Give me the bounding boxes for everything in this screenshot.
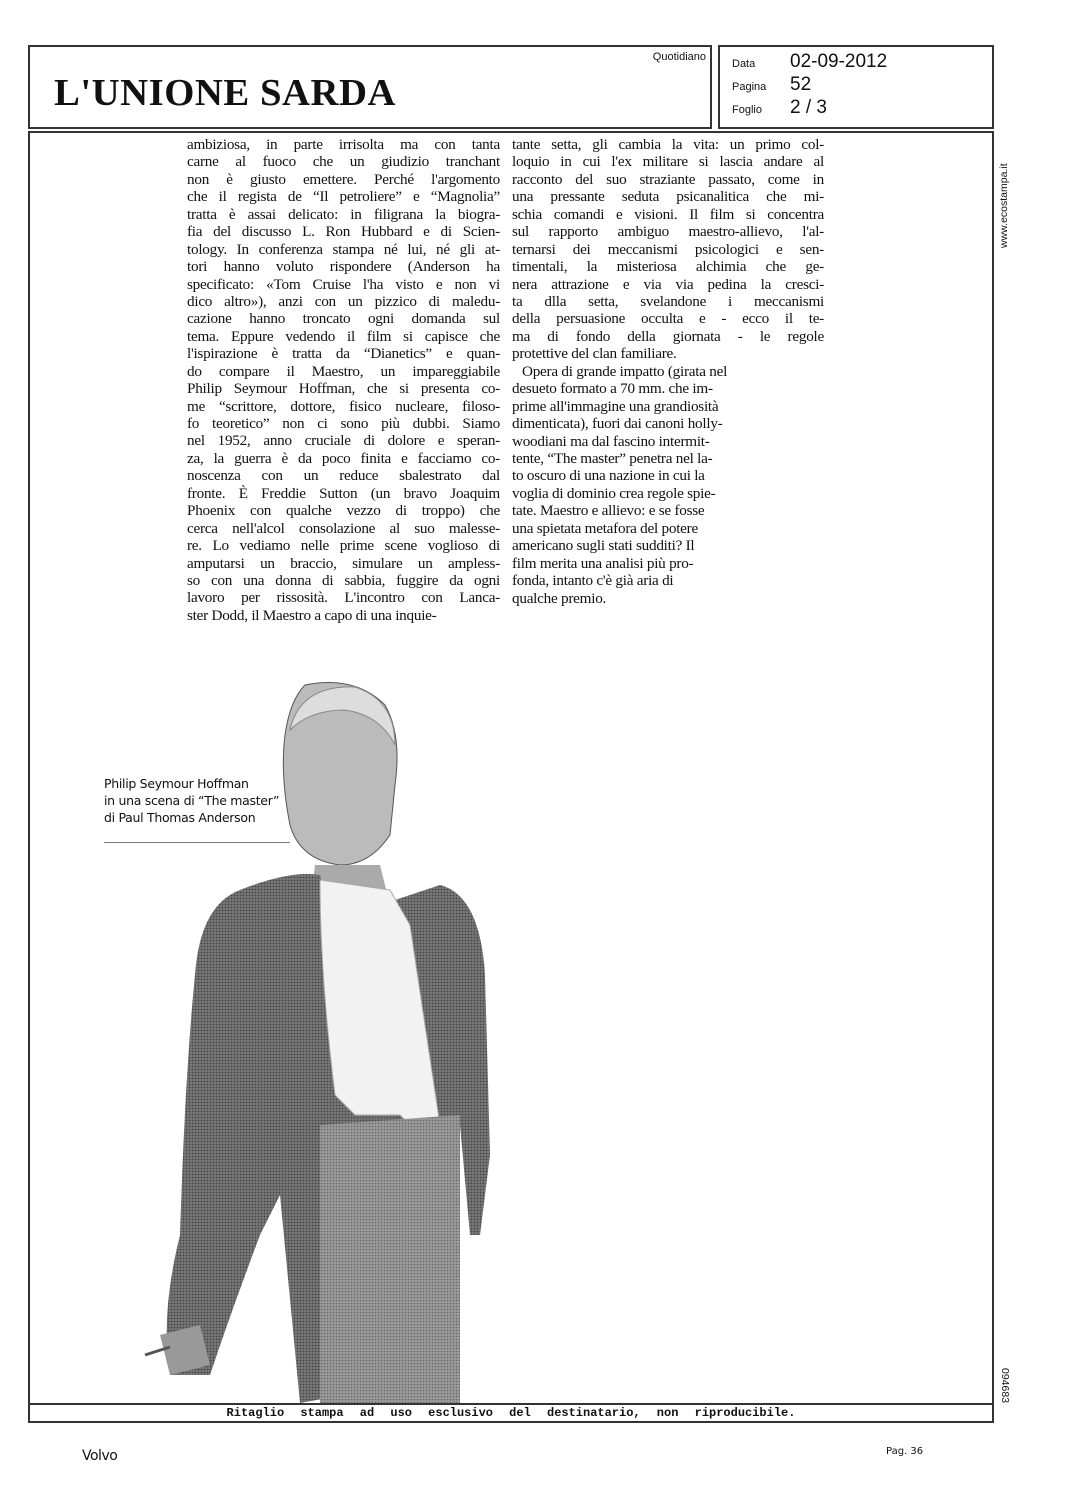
article-column-1 xyxy=(187,136,500,624)
article-column-2 xyxy=(512,136,824,607)
article-line: woodiani ma dal fascino intermit- xyxy=(512,432,710,450)
article-line: della persuasione occulta e - ecco il te- xyxy=(512,310,824,328)
article-line: Phoenix con qualche vezzo di troppo) che xyxy=(187,502,500,520)
article-line: carne al fuoco che un giudizio tranchant xyxy=(187,153,500,171)
newspaper-logo: L'UNIONE SARDA xyxy=(54,72,397,114)
article-line: non è giusto emettere. Perché l'argomento xyxy=(187,170,500,188)
article-line: za, la guerra è da poco finita e facciamo co- xyxy=(187,449,500,467)
article-line: loquio in cui l'ex militare si lascia andare al xyxy=(512,153,824,171)
article-line: che il regista de “Il petroliere” e “Magnolia” xyxy=(187,188,500,206)
article-line: film merita una analisi più pro- xyxy=(512,554,694,572)
article-line: sul rapporto ambiguo maestro-allievo, l'al- xyxy=(512,223,824,241)
article-line: so con una donna di sabbia, fuggire da ogni xyxy=(187,571,500,589)
article-line: noscenza con un reduce sbalestrato dal xyxy=(187,467,500,485)
article-line: tratta è assai delicato: in filigrana la biogra- xyxy=(187,205,500,223)
client-name: Volvo xyxy=(82,1448,118,1464)
side-url-text: www.ecostampa.it xyxy=(998,163,1010,248)
meta-page: Pagina 52 xyxy=(732,74,812,95)
article-line: prime all'immagine una grandiosità xyxy=(512,397,719,415)
article-line: voglia di dominio crea regole spie- xyxy=(512,484,716,502)
article-line: dimenticata), fuori dai canoni holly- xyxy=(512,415,723,433)
photo-caption xyxy=(104,775,279,826)
article-line: fia del discusso L. Ron Hubbard e di Scien- xyxy=(187,223,500,241)
article-line: nel 1952, anno cruciale di dolore e speran- xyxy=(187,432,500,450)
article-line: fronte. È Freddie Sutton (un bravo Joaquim xyxy=(187,484,500,502)
article-line: l'ispirazione è tratta da “Dianetics” e quan- xyxy=(187,345,500,363)
caption-rule xyxy=(104,842,290,843)
article-line: tente, “The master” penetra nel la- xyxy=(512,449,713,467)
article-line: qualche premio. xyxy=(512,589,607,607)
article-line: ambiziosa, in parte irrisolta ma con tanta xyxy=(187,136,500,153)
masthead xyxy=(28,45,712,129)
article-line: re. Lo vediamo nelle prime scene voglioso di xyxy=(187,537,500,555)
article-line: amputarsi un braccio, simulare un ampless- xyxy=(187,554,500,572)
article-line: cerca nell'alcol consolazione al suo malesse- xyxy=(187,519,500,537)
article-line: protettive del clan familiare. xyxy=(512,345,677,363)
article-line: schia comandi e visioni. Il film si concentra xyxy=(512,205,824,223)
article-line: Opera di grande impatto (girata nel xyxy=(522,362,728,380)
article-line: me “scrittore, dottore, fisico nucleare, filoso- xyxy=(187,397,500,415)
caption-line: di Paul Thomas Anderson xyxy=(104,810,256,825)
article-line: una spietata metafora del potere xyxy=(512,519,698,537)
article-line: racconto del suo straziante passato, come in xyxy=(512,170,824,188)
article-line: fo teoretico” non ci sono più dubbi. Siamo xyxy=(187,415,500,432)
article-line: dico altro»), anzi con un pizzico di maledu- xyxy=(187,292,500,310)
meta-date: Data 02-09-2012 xyxy=(732,51,888,72)
side-url xyxy=(995,140,1015,250)
article-line: lavoro per rissosità. L'incontro con Lanca- xyxy=(187,589,500,607)
article-line: do compare il Maestro, un impareggiabile xyxy=(187,362,500,380)
side-code xyxy=(995,1368,1015,1418)
article-line: ster Dodd, il Maestro a capo di una inquie- xyxy=(187,606,437,624)
article-line: tori hanno voluto rispondere (Anderson ha xyxy=(187,258,500,276)
article-line: Philip Seymour Hoffman, che si presenta co- xyxy=(187,380,500,398)
article-line: tante setta, gli cambia la vita: un primo col- xyxy=(512,136,824,153)
disclaimer: Ritaglio stampa ad uso esclusivo del destinatario, non riproducibile. xyxy=(226,1406,796,1420)
article-line: ma di fondo della giornata - le regole xyxy=(512,327,824,345)
caption-line: Philip Seymour Hoffman xyxy=(104,776,249,791)
article-line: ta dlla setta, svelandone i meccanismi xyxy=(512,292,824,310)
issue-meta-box xyxy=(718,45,994,129)
article-line: desueto formato a 70 mm. che im- xyxy=(512,380,713,398)
side-code-text: 094683 xyxy=(999,1368,1011,1404)
article-line: to oscuro di una nazione in cui la xyxy=(512,467,705,485)
article-line: cazione hanno troncato ogni domanda sul xyxy=(187,310,500,328)
caption-line: in una scena di “The master” xyxy=(104,793,280,808)
article-line: nera attrazione e via via pedina la cresci- xyxy=(512,275,824,293)
article-line: ternarsi dei meccanismi psicologici e sen- xyxy=(512,240,824,258)
article-line: tology. In conferenza stampa né lui, né gli at- xyxy=(187,240,500,258)
page-number: Pag. 36 xyxy=(886,1446,924,1457)
article-line: specificato: «Tom Cruise l'ha visto e non vi xyxy=(187,275,500,293)
article-line: timentali, la misteriosa alchimia che ge- xyxy=(512,258,824,276)
article-line: tate. Maestro e allievo: e se fosse xyxy=(512,502,705,520)
article-line: una pressante seduta psicanalitica che mi- xyxy=(512,188,824,206)
meta-sheet: Foglio 2 / 3 xyxy=(732,97,827,118)
article-line: tema. Eppure vedendo il film si capisce che xyxy=(187,327,500,345)
article-line: americano sugli stati sudditi? Il xyxy=(512,537,695,555)
periodicity: Quotidiano xyxy=(652,51,706,63)
article-line: fonda, intanto c'è già aria di xyxy=(512,572,674,590)
